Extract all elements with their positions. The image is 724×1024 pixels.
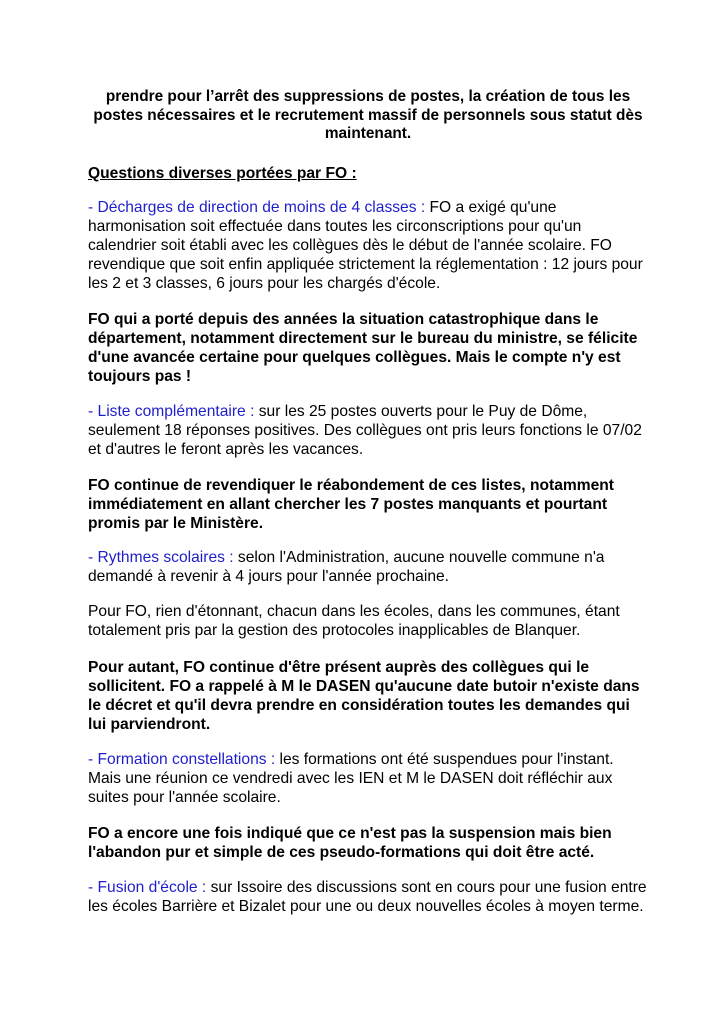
item-text: FO a exigé qu'une harmonisation soit effectuée dans toutes les circonscriptions pour qu'un calendrier soit établi avec les collègues dès le début de l'année scolaire. FO revendique que soit enfin appliquée strictement la réglementation : 12 jours pour les 2 et 3 classes, 6 jours pour les chargés d'école. (88, 199, 643, 292)
item-liste-complementaire (88, 402, 648, 459)
item-label: - Formation constellations : (88, 751, 276, 768)
intro-paragraph: prendre pour l’arrêt des suppressions de postes, la création de tous les postes nécessaires et le recrutement massif de personnels sous statut dès maintenant. (93, 88, 643, 142)
item-label: - Fusion d'école : (88, 879, 207, 896)
item-decharges (88, 198, 648, 293)
item-formation-fo-statement: FO a encore une fois indiqué que ce n'est pas la suspension mais bien l'abandon pur et simple de ces pseudo-formations qui doit être acté. (88, 825, 612, 861)
section-title: Questions diverses portées par FO : (88, 165, 357, 182)
item-label: - Décharges de direction de moins de 4 classes : (88, 199, 426, 216)
item-label: - Liste complémentaire : (88, 403, 255, 420)
item-text: les formations ont été suspendues pour l'instant. Mais une réunion ce vendredi avec les IEN et M le DASEN doit réfléchir aux suites pour l'année scolaire. (88, 751, 614, 806)
item-text: sur les 25 postes ouverts pour le Puy de Dôme, seulement 18 réponses positives. Des collègues ont pris leurs fonctions le 07/02 et d'autres le feront après les vacances. (88, 403, 642, 458)
item-liste-fo-statement: FO continue de revendiquer le réabondement de ces listes, notamment immédiatement en allant chercher les 7 postes manquants et pourtant promis par le Ministère. (88, 477, 614, 532)
item-formation-constellations (88, 750, 648, 807)
item-rythmes-extra: Pour FO, rien d'étonnant, chacun dans les écoles, dans les communes, étant totalement pris par la gestion des protocoles inapplicables de Blanquer. (88, 603, 620, 639)
item-rythmes-scolaires (88, 548, 648, 586)
item-text: sur Issoire des discussions sont en cours pour une fusion entre les écoles Barrière et Bizalet pour une ou deux nouvelles écoles à moyen terme. (88, 879, 647, 915)
item-label: - Rythmes scolaires : (88, 549, 234, 566)
item-decharges-fo-statement: FO qui a porté depuis des années la situation catastrophique dans le département, notamment directement sur le bureau du ministre, se félicite d'une avancée certaine pour quelques collègues. Mais le compte n'y est toujours pas ! (88, 311, 638, 385)
item-text: selon l'Administration, aucune nouvelle commune n'a demandé à revenir à 4 jours pour l'année prochaine. (88, 549, 605, 585)
item-fusion-ecole (88, 878, 648, 916)
item-rythmes-fo-statement: Pour autant, FO continue d'être présent auprès des collègues qui le sollicitent. FO a rappelé à M le DASEN qu'aucune date butoir n'existe dans le décret et qu'il devra prendre en considération toutes les demandes qui lui parviendront. (88, 659, 640, 733)
